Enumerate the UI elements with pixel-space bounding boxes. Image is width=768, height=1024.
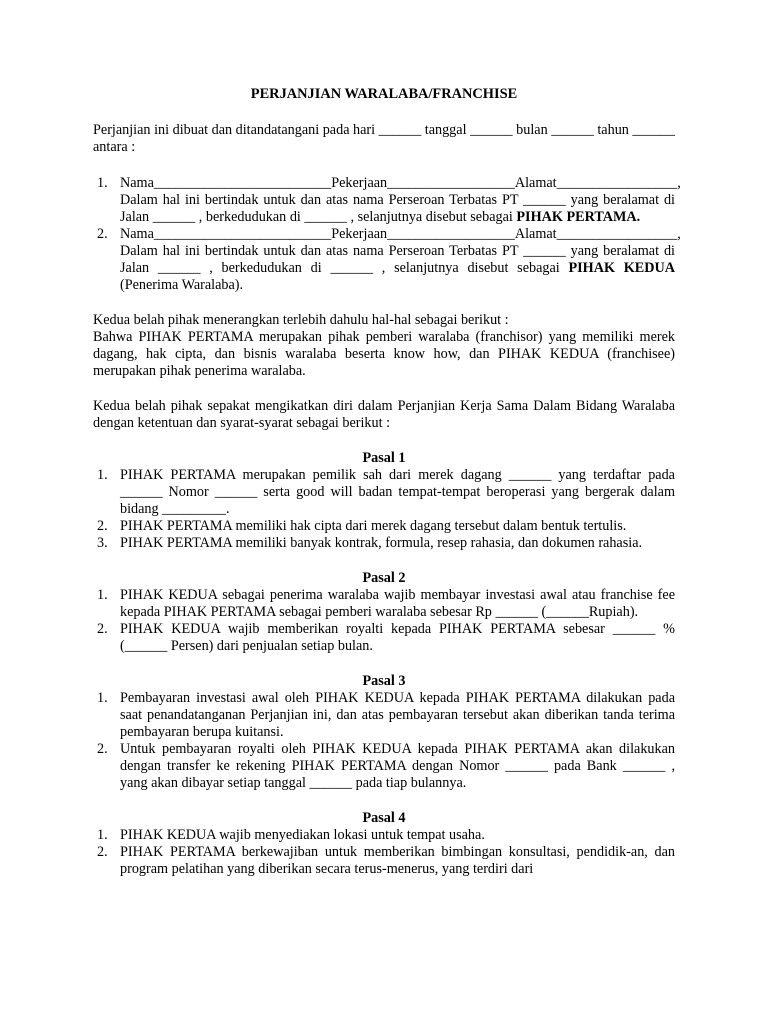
pasal-item-text: PIHAK PERTAMA berkewajiban untuk memberikan bimbingan konsultasi, pendidik-an, dan program pelatihan yang diberikan secara terus-menerus, yang terdiri dari <box>120 844 675 877</box>
pasal-item-number: 2. <box>97 844 108 860</box>
party-name-line: Nama_________________________Pekerjaan__________________Alamat_________________, <box>120 226 681 242</box>
pasal-item-number: 1. <box>97 690 108 706</box>
pasal-item <box>93 518 675 535</box>
pasal-item-text: PIHAK PERTAMA memiliki banyak kontrak, formula, resep rahasia, dan dokumen rahasia. <box>120 535 643 551</box>
pasal-item-text: PIHAK PERTAMA merupakan pemilik sah dari merek dagang ______ yang terdaftar pada ______ Nomor ______ serta good will badan tempat-tempat beroperasi yang bergerak dalam bidang _________. <box>120 467 675 517</box>
document-title: PERJANJIAN WARALABA/FRANCHISE <box>250 86 518 102</box>
pasal-item <box>93 535 675 552</box>
intro-paragraph: Perjanjian ini dibuat dan ditandatangani pada hari ______ tanggal ______ bulan ______ tahun ______ antara : <box>93 122 675 155</box>
agreement-paragraph: Kedua belah pihak sepakat mengikatkan diri dalam Perjanjian Kerja Sama Dalam Bidang Waralaba dengan ketentuan dan syarat-syarat sebagai berikut : <box>93 398 675 431</box>
pasal-item <box>93 827 675 844</box>
party-item <box>93 175 681 226</box>
pasal-item-number: 2. <box>97 741 108 757</box>
party-role: PIHAK KEDUA <box>568 260 675 276</box>
party-name-line: Nama_________________________Pekerjaan__________________Alamat_________________, <box>120 175 681 191</box>
party-description: Dalam hal ini bertindak untuk dan atas nama Perseroan Terbatas PT ______ yang beralamat di Jalan ______ , berkedudukan di ______ , selanjutnya disebut sebagai <box>120 192 675 225</box>
pasal-item-text: PIHAK KEDUA wajib menyediakan lokasi untuk tempat usaha. <box>120 827 485 843</box>
pasal-item-number: 1. <box>97 827 108 843</box>
pasal-item-text: PIHAK KEDUA wajib memberikan royalti kepada PIHAK PERTAMA sebesar ______ % (______ Persen) dari penjualan setiap bulan. <box>120 621 675 654</box>
pasal-item-number: 2. <box>97 518 108 534</box>
pasal-list <box>93 467 675 552</box>
party-number: 1. <box>97 175 108 191</box>
party-number: 2. <box>97 226 108 242</box>
pasal-heading: Pasal 1 <box>362 450 406 466</box>
pasal-item-text: PIHAK PERTAMA memiliki hak cipta dari merek dagang tersebut dalam bentuk tertulis. <box>120 518 627 534</box>
preamble-paragraph: Bahwa PIHAK PERTAMA merupakan pihak pemberi waralaba (franchisor) yang memiliki merek dagang, hak cipta, dan bisnis waralaba beserta know how, dan PIHAK KEDUA (franchisee) merupakan pihak penerima waralaba. <box>93 329 675 379</box>
pasal-item <box>93 741 675 792</box>
pasal-heading: Pasal 2 <box>362 570 406 586</box>
pasal-item <box>93 587 675 621</box>
pasal-item <box>93 621 675 655</box>
pasal-item <box>93 467 675 518</box>
pasal-item-number: 1. <box>97 467 108 483</box>
pasal-list <box>93 690 675 792</box>
pasal-item-number: 3. <box>97 535 108 551</box>
parties-list <box>93 175 681 294</box>
pasal-item-text: PIHAK KEDUA sebagai penerima waralaba wajib membayar investasi awal atau franchise fee kepada PIHAK PERTAMA sebagai pemberi waralaba sebesar Rp ______ (______Rupiah). <box>120 587 675 620</box>
party-role: PIHAK PERTAMA. <box>516 209 641 225</box>
pasal-item <box>93 844 675 878</box>
pasal-item-text: Pembayaran investasi awal oleh PIHAK KEDUA kepada PIHAK PERTAMA dilakukan pada saat penandatanganan Perjanjian ini, dan atas pembayaran tersebut akan diberikan tanda terima pembayaran berupa kuitansi. <box>120 690 675 740</box>
pasal-heading: Pasal 3 <box>362 673 406 689</box>
pasal-item-text: Untuk pembayaran royalti oleh PIHAK KEDUA kepada PIHAK PERTAMA akan dilakukan dengan transfer ke rekening PIHAK PERTAMA dengan Nomor ______ pada Bank ______ , yang akan dibayar setiap tanggal ______ pada tiap bulannya. <box>120 741 675 791</box>
pasal-item-number: 2. <box>97 621 108 637</box>
preamble-heading: Kedua belah pihak menerangkan terlebih dahulu hal-hal sebagai berikut : <box>93 312 509 328</box>
pasal-item-number: 1. <box>97 587 108 603</box>
party-item <box>93 226 681 294</box>
party-role-note: (Penerima Waralaba). <box>120 277 244 293</box>
pasal-item <box>93 690 675 741</box>
pasal-heading: Pasal 4 <box>362 810 406 826</box>
pasal-list <box>93 827 675 878</box>
party-description: Dalam hal ini bertindak untuk dan atas nama Perseroan Terbatas PT ______ yang beralamat di Jalan ______ , berkedudukan di ______ , selanjutnya disebut sebagai <box>120 243 675 276</box>
pasal-list <box>93 587 675 655</box>
